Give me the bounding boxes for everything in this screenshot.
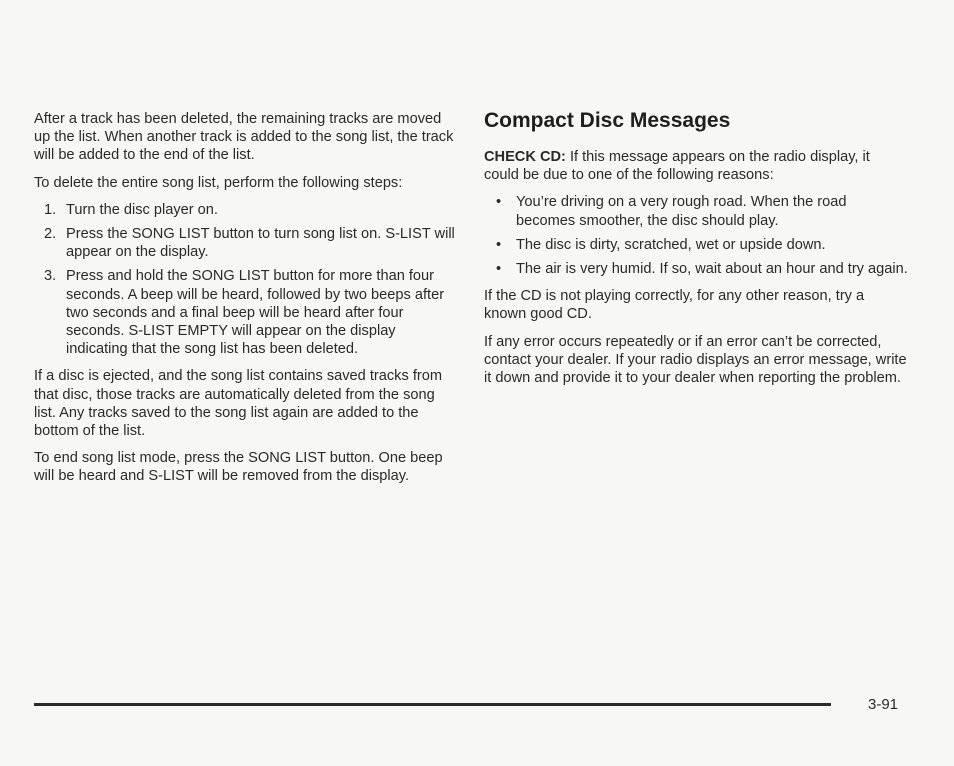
paragraph-track-deleted: After a track has been deleted, the remaining tracks are moved up the list. When another track is added to the song list, the track will be added to the end of the list. [34, 111, 454, 164]
section-heading: Compact Disc Messages [484, 109, 731, 132]
paragraph-error-repeated: If any error occurs repeatedly or if an error can’t be corrected, contact your dealer. If your radio displays an error message, write it down and provide it to your dealer when reporting the problem. [484, 333, 907, 387]
paragraph-end-song-list: To end song list mode, press the SONG LIST button. One beep will be heard and S-LIST will be removed from the display. [34, 450, 443, 485]
step-number: 1. [44, 201, 57, 218]
paragraph-cd-not-playing: If the CD is not playing correctly, for any other reason, try a known good CD. [484, 288, 865, 323]
paragraph-disc-ejected: If a disc is ejected, and the song list contains saved tracks from that disc, those tracks are automatically deleted from the song list. Any tracks saved to the song list again are added to the bottom of the list. [34, 368, 443, 440]
right-column [484, 108, 908, 396]
list-item [484, 260, 908, 278]
paragraph-delete-list-intro: To delete the entire song list, perform the following steps: [34, 174, 403, 191]
check-cd-text: If this message appears on the radio display, it could be due to one of the following reasons: [484, 149, 870, 184]
list-item [484, 236, 908, 254]
list-item [34, 225, 456, 261]
reason-text: The air is very humid. If so, wait about an hour and try again. [516, 261, 908, 278]
list-item [484, 193, 908, 229]
check-cd-label: CHECK CD: [484, 149, 566, 165]
paragraph-check-cd [484, 148, 908, 184]
bullet-icon: • [496, 261, 502, 278]
footer-rule [34, 703, 831, 706]
page-number: 3-91 [868, 696, 899, 713]
reason-text: You’re driving on a very rough road. When the road becomes smoother, the disc should play. [516, 194, 847, 229]
step-number: 2. [44, 226, 57, 243]
list-item [34, 201, 456, 219]
reasons-list [484, 193, 908, 278]
step-text: Turn the disc player on. [66, 201, 218, 218]
step-text: Press and hold the SONG LIST button for more than four seconds. A beep will be heard, followed by two beeps after two seconds and a final beep will be heard after four seconds. S-LIST EMPTY will appear on the display indicating that the song list has been deleted. [66, 268, 445, 358]
left-column [34, 110, 456, 495]
bullet-icon: • [496, 236, 502, 253]
list-item [34, 267, 456, 358]
reason-text: The disc is dirty, scratched, wet or upside down. [516, 236, 826, 253]
step-text: Press the SONG LIST button to turn song list on. S-LIST will appear on the display. [66, 226, 455, 261]
bullet-icon: • [496, 194, 502, 211]
step-number: 3. [44, 268, 57, 285]
delete-steps-list [34, 201, 456, 359]
